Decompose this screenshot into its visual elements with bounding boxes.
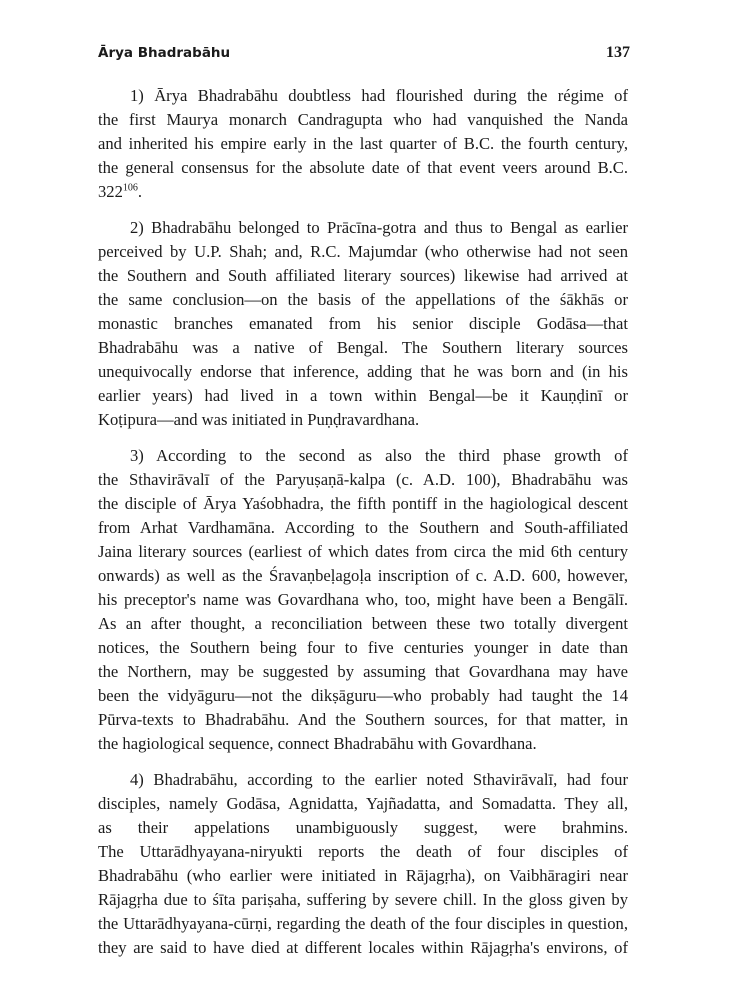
running-header [98,44,630,62]
text-line: perceived by U.P. Shah; and, R.C. Majumdar (who otherwise had not seen [98,242,628,261]
text-line: Bhadrabāhu was a native of Bengal. The Southern literary sources [98,338,628,357]
text-line: as their appelations unambiguously suggest, were brahmins. [98,818,628,837]
page-number: 137 [606,44,630,61]
text-line: the Uttarādhyayana-cūrṇi, regarding the death of the four disciples in question, [98,914,628,933]
text-line: 322 [98,182,123,201]
text-line: The Uttarādhyayana-niryukti reports the death of four disciples of [98,842,628,861]
text-line: the disciple of Ārya Yaśobhadra, the fifth pontiff in the hagiological descent [98,494,628,513]
text-line: unequivocally endorse that inference, adding that he was born and (in his [98,362,628,381]
text-line: the hagiological sequence, connect Bhadrabāhu with Govardhana. [98,734,537,753]
text-line: Jaina literary sources (earliest of which dates from circa the mid 6th century [98,542,628,561]
text-line: they are said to have died at different locales within Rājagṛha's environs, of [98,938,628,957]
text-line: Bhadrabāhu (who earlier were initiated in Rājagṛha), on Vaibhāragiri near [98,866,628,885]
text-line: 2) Bhadrabāhu belonged to Prācīna-gotra and thus to Bengal as earlier [130,218,628,237]
paragraph-2 [98,216,628,432]
text-line: and inherited his empire early in the last quarter of B.C. the fourth century, [98,134,628,153]
text-line: earlier years) had lived in a town within Bengal—be it Kauṇḍinī or [98,386,628,405]
footnote-ref: 106 [122,182,138,194]
text-line: his preceptor's name was Govardhana who, too, might have been a Bengālī. [98,590,628,609]
paragraph-3 [98,444,628,756]
text-line: from Arhat Vardhamāna. According to the Southern and South-affiliated [98,518,628,537]
text-line: onwards) as well as the Śravaṇbeḷagoḷa inscription of c. A.D. 600, however, [98,566,628,585]
running-title: Ārya Bhadrabāhu [98,45,231,61]
text-line: 3) According to the second as also the third phase growth of [130,446,628,465]
paragraph-1 [98,84,628,204]
text-line: Koṭipura—and was initiated in Puṇḍravardhana. [98,410,420,429]
text-line: been the vidyāguru—not the dikṣāguru—who probably had taught the 14 [98,686,628,705]
text-line: notices, the Southern being four to five centuries younger in date than [98,638,628,657]
text-line: monastic branches emanated from his senior disciple Godāsa—that [98,314,628,333]
text-line: the Southern and South affiliated literary sources) likewise had arrived at [98,266,628,285]
text-line: disciples, namely Godāsa, Agnidatta, Yajñadatta, and Somadatta. They all, [98,794,628,813]
text-line: the first Maurya monarch Candragupta who had vanquished the Nanda [98,110,628,129]
text-line: Pūrva-texts to Bhadrabāhu. And the Southern sources, for that matter, in [98,710,628,729]
text-line: the same conclusion—on the basis of the appellations of the śākhās or [98,290,628,309]
text-line: Rājagṛha due to śīta pariṣaha, suffering by severe chill. In the gloss given by [98,890,628,909]
paragraph-4 [98,768,628,960]
text-line: the Sthavirāvalī of the Paryuṣaṇā-kalpa (c. A.D. 100), Bhadrabāhu was [98,470,628,489]
text-line: As an after thought, a reconciliation between these two totally divergent [98,614,628,633]
text-line: the Northern, may be suggested by assuming that Govardhana may have [98,662,628,681]
text-line: 4) Bhadrabāhu, according to the earlier noted Sthavirāvalī, had four [130,770,628,789]
text-line: 1) Ārya Bhadrabāhu doubtless had flourished during the régime of [130,86,628,105]
body-text [98,84,628,972]
text-line-last [98,180,628,204]
text-line: the general consensus for the absolute date of that event veers around B.C. [98,158,628,177]
line-suffix: . [137,182,143,201]
